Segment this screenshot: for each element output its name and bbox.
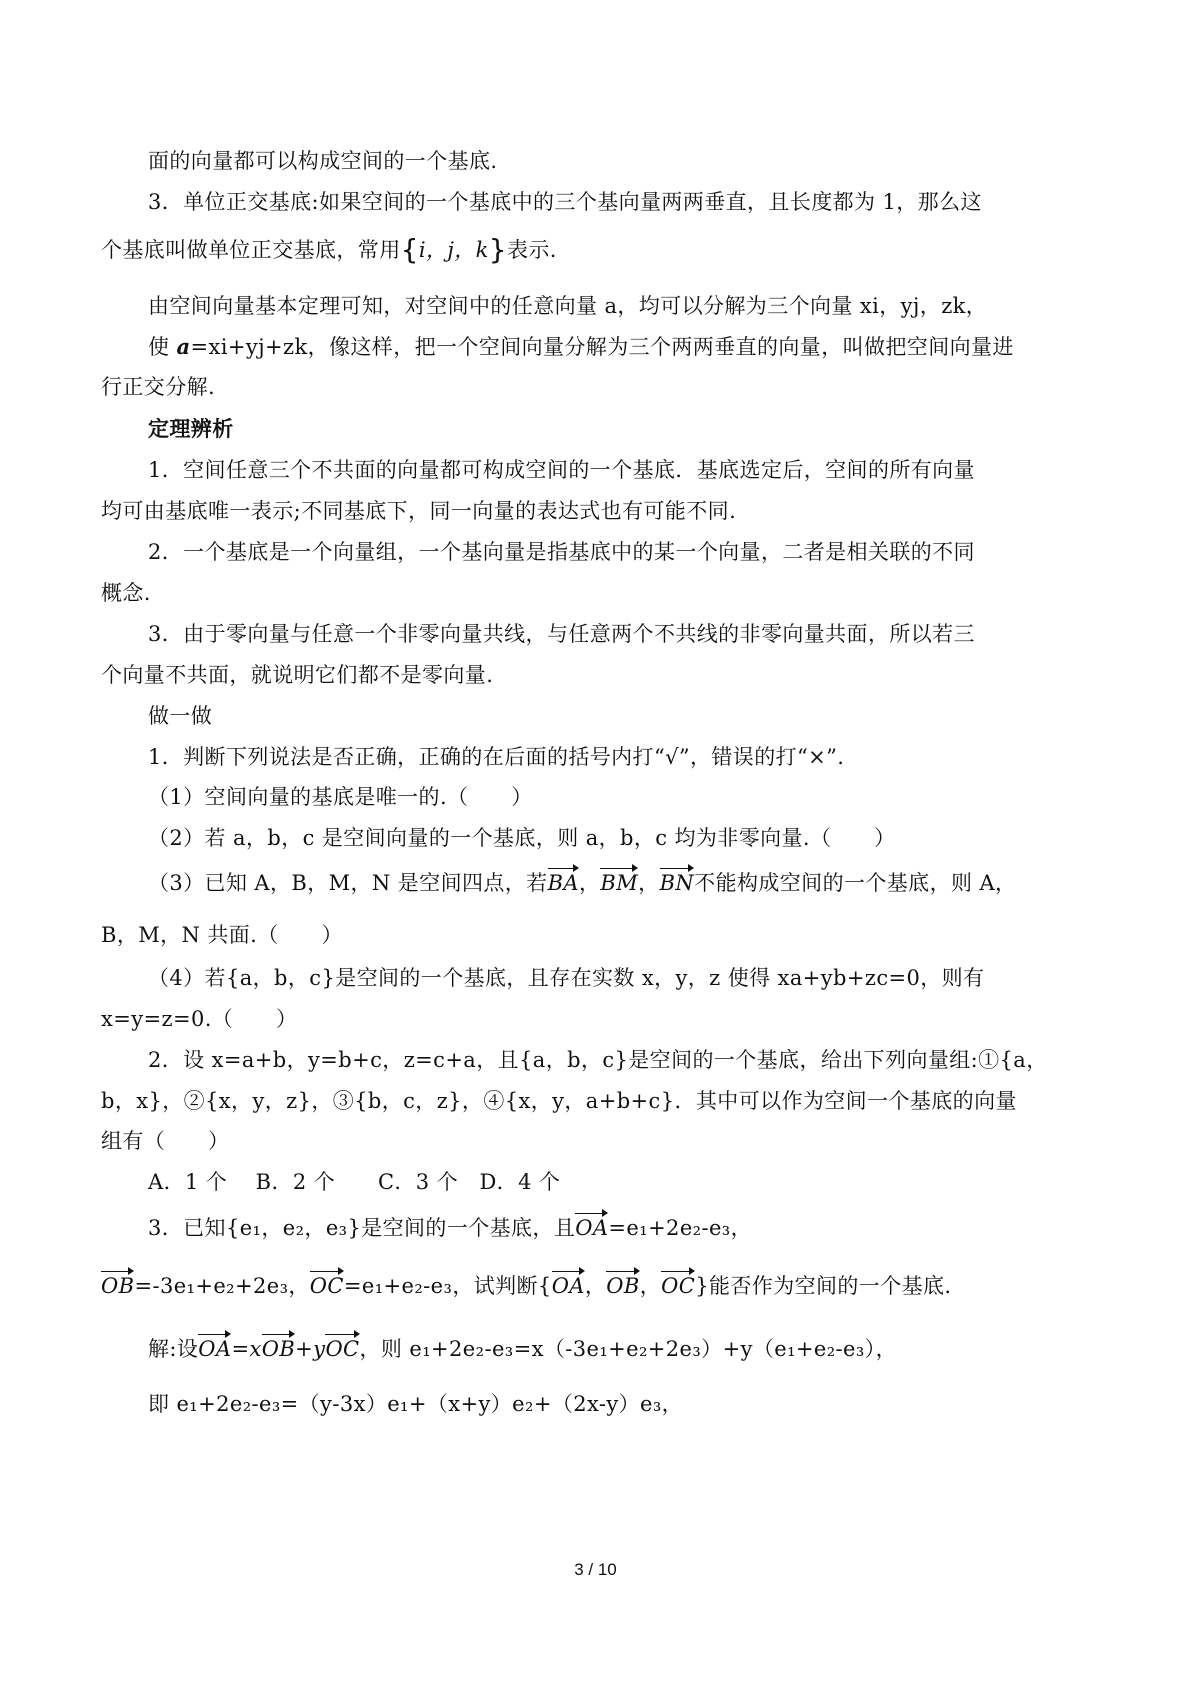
- question-1-4: （4）若{a，b，c}是空间的一个基底，且存在实数 x，y，z 使得 xa+yb+zc=0，则有: [148, 966, 985, 990]
- line3-start: 个基底叫做单位正交基底，常用: [101, 238, 401, 262]
- line3-end: 表示.: [507, 238, 557, 262]
- question-1-2: （2）若 a，b，c 是空间向量的一个基底，则 a，b，c 均为非零向量.（ ）: [148, 826, 896, 850]
- vector-OC: OC: [310, 1270, 344, 1300]
- sol-x: =x: [231, 1337, 262, 1361]
- vector-BA: BA: [548, 867, 579, 897]
- q13-start: （3）已知 A，B，M，N 是空间四点，若: [148, 871, 548, 895]
- text-line-4: 由空间向量基本定理可知，对空间中的任意向量 a，均可以分解为三个向量 xi，yj，zk，: [148, 294, 988, 318]
- question-1-3-cont: B，M，N 共面.（ ）: [101, 923, 343, 947]
- question-3: [148, 1212, 752, 1242]
- vector-OB: OB: [262, 1333, 295, 1363]
- comma: ，: [579, 871, 601, 895]
- line5-start: 使: [148, 335, 177, 359]
- line5-end: =xi+yj+zk，像这样，把一个空间向量分解为三个两两垂直的向量，叫做把空间向量进: [190, 335, 1014, 359]
- brace-close: }: [488, 233, 507, 266]
- vector-OB: OB: [101, 1270, 134, 1300]
- vector-OA: OA: [575, 1212, 608, 1242]
- question-2-cont: b，x}，②{x，y，z}，③{b，c，z}，④{x，y，a+b+c}．其中可以作为空间一个基底的向量: [101, 1089, 1017, 1113]
- vector-OC: OC: [325, 1333, 359, 1363]
- question-2-cont2: 组有（ ）: [101, 1129, 230, 1153]
- text-line-6: 行正交分解.: [101, 375, 216, 399]
- vector-a: a: [176, 334, 191, 359]
- question-1-1: （1）空间向量的基底是唯一的.（ ）: [148, 785, 533, 809]
- comma: ，: [639, 1274, 662, 1298]
- theorem-3: 3．由于零向量与任意一个非零向量共线，与任意两个不共线的非零向量共面，所以若三: [148, 622, 975, 646]
- theorem-1-cont: 均可由基底唯一表示;不同基底下，同一向量的表达式也有可能不同.: [101, 499, 737, 523]
- solution-line-2: 即 e₁+2e₂-e₃=（y-3x）e₁+（x+y）e₂+（2x-y）e₃，: [148, 1392, 684, 1416]
- q3b-end: }能否作为空间的一个基底.: [695, 1274, 952, 1298]
- question-3-cont: [101, 1270, 951, 1300]
- q3b-eq1: =-3e₁+e₂+2e₃，: [134, 1274, 310, 1298]
- theorem-3-cont: 个向量不共面，就说明它们都不是零向量.: [101, 663, 494, 687]
- q3-start: 3．已知{e₁，e₂，e₃}是空间的一个基底，且: [148, 1216, 576, 1240]
- text-line-2: 3．单位正交基底:如果空间的一个基底中的三个基向量两两垂直，且长度都为 1，那么这: [148, 190, 982, 214]
- vector-OB: OB: [606, 1270, 639, 1300]
- text-line-3: [101, 233, 557, 266]
- question-2: 2．设 x=a+b，y=b+c，z=c+a，且{a，b，c}是空间的一个基底，给出下列向量组:①{a，: [148, 1048, 1048, 1072]
- ijk: i，j，k: [418, 238, 489, 262]
- theorem-2: 2．一个基底是一个向量组，一个基向量是指基底中的某一个向量，二者是相关联的不同: [148, 540, 975, 564]
- vector-BN: BN: [660, 867, 695, 897]
- section-heading: 定理辨析: [148, 417, 234, 441]
- vector-OA: OA: [552, 1270, 585, 1300]
- question-1: 1．判断下列说法是否正确，正确的在后面的括号内打“√”，错误的打“×”.: [148, 745, 845, 769]
- q3b-eq2: =e₁+e₂-e₃，试判断{: [343, 1274, 552, 1298]
- page-number: 3 / 10: [574, 1560, 617, 1579]
- theorem-1: 1．空间任意三个不共面的向量都可构成空间的一个基底．基底选定后，空间的所有向量: [148, 458, 975, 482]
- question-1-4-cont: x=y=z=0.（ ）: [101, 1007, 298, 1031]
- vector-OC: OC: [661, 1270, 695, 1300]
- sol-y: +y: [295, 1337, 326, 1361]
- brace-open: {: [400, 233, 419, 266]
- solution-line-1: [148, 1333, 897, 1363]
- question-1-3: [148, 867, 1016, 897]
- sol-start: 解:设: [148, 1337, 199, 1361]
- question-2-options: A．1 个 B．2 个 C．3 个 D．4 个: [148, 1170, 561, 1194]
- text-line-5: [148, 333, 1014, 361]
- comma: ，: [584, 1274, 607, 1298]
- text-line-1: 面的向量都可以构成空间的一个基底.: [148, 149, 498, 173]
- vector-OA: OA: [198, 1333, 231, 1363]
- vector-BM: BM: [600, 867, 638, 897]
- exercise-heading: 做一做: [148, 704, 213, 728]
- comma: ，: [638, 871, 660, 895]
- theorem-2-cont: 概念.: [101, 581, 151, 605]
- sol-rest: ，则 e₁+2e₂-e₃=x（-3e₁+e₂+2e₃）+y（e₁+e₂-e₃），: [359, 1337, 897, 1361]
- q13-end: 不能构成空间的一个基底，则 A，: [694, 871, 1017, 895]
- q3-eq: =e₁+2e₂-e₃，: [608, 1216, 753, 1240]
